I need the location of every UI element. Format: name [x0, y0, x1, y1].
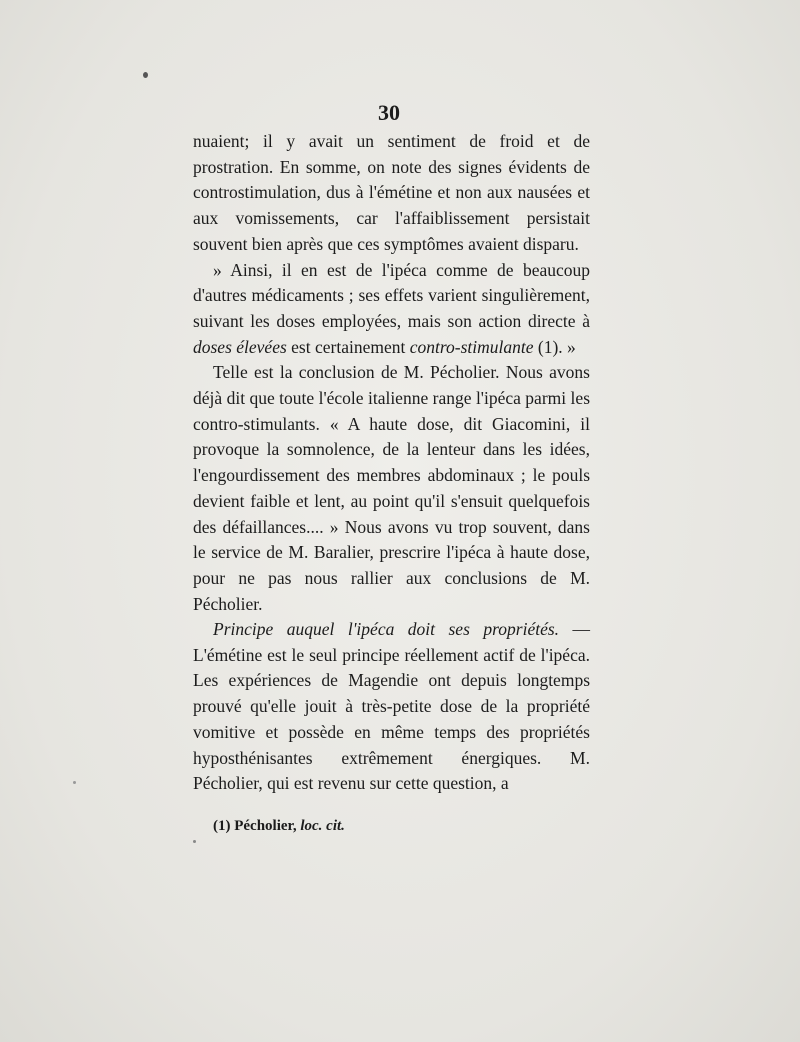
section-text	[193, 617, 590, 797]
ink-speck	[143, 72, 148, 78]
section-paragraph	[193, 617, 590, 797]
paragraph-quote	[193, 258, 590, 361]
text-run: » Ainsi, il en est de l'ipéca comme de beaucoup d'autres médicaments ; ses effets varient singulièrement, suivant les doses employées, mais son action directe à	[193, 259, 590, 331]
paragraph: Telle est la conclusion de M. Pécholier. Nous avons déjà dit que toute l'école italienne range l'ipéca parmi les contro-stimulants. « A haute dose, dit Giacomini, il provoque la somnolence, de la lenteur dans les idées, l'engourdissement des membres abdominaux ; le pouls devient faible et lent, au point qu'il s'ensuit quelquefois des défaillances.... » Nous avons vu trop souvent, dans le service de M. Baralier, prescrire l'ipéca à haute dose, pour ne pas nous rallier aux conclusions de M. Pécholier.	[193, 362, 590, 614]
footnote-label: (1) Pécholier,	[213, 818, 301, 834]
paragraph: nuaient; il y avait un sentiment de froid et de prostration. En somme, on note des signes évidents de controstimulation, dus à l'émétine et non aux nausées et aux vomissements, car l'affaiblissement persistait souvent bien après que ces symptômes avaient disparu.	[193, 131, 590, 254]
italic-run: contro-stimulante	[409, 336, 534, 357]
ink-speck	[193, 840, 196, 843]
section-body: L'émétine est le seul principe réellement actif de l'ipéca. Les expériences de Magendie ont depuis longtemps prouvé qu'elle jouit à très-petite dose de la propriété vomitive et possède en même temps des propriétés hyposthénisantes extrêmement énergiques. M. Pécholier, qui est revenu sur cette question, a	[193, 644, 590, 794]
page-number: 30	[378, 100, 400, 125]
section-heading: Principe auquel l'ipéca doit ses propriétés.	[213, 619, 560, 639]
ink-speck	[73, 781, 76, 784]
italic-run: doses élevées	[193, 336, 287, 357]
em-dash: —	[559, 619, 591, 639]
main-text	[193, 129, 590, 617]
footnote-citation: loc. cit.	[300, 818, 345, 834]
text-run: est certainement	[286, 336, 410, 357]
footnote	[213, 818, 345, 835]
text-run: (1). »	[533, 336, 576, 357]
